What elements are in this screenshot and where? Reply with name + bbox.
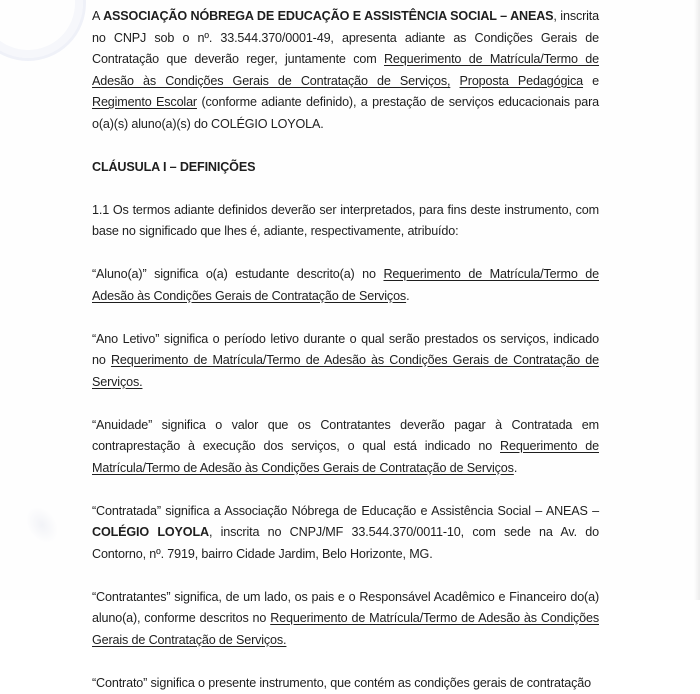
organization-name: ASSOCIAÇÃO NÓBREGA DE EDUCAÇÃO E ASSISTÊNCIA SOCIAL – ANEAS (103, 9, 553, 23)
definition-ano-letivo-text: “Ano Letivo” significa o período letivo durante o qual serão prestados os serviços, indicado no (92, 332, 599, 368)
clause-heading: CLÁUSULA I – DEFINIÇÕES (92, 157, 599, 179)
definition-contrato (92, 673, 599, 694)
ref-requerimento-matricula: Requerimento de Matrícula/Termo de Adesão às Condições Gerais de Contratação de Serviços. (92, 353, 599, 389)
intro-paragraph (92, 6, 599, 135)
intro-text-5: (conforme adiante definido), a prestação de serviços educacionais para o(a)(s) aluno(a)(s) do COLÉGIO LOYOLA. (92, 95, 599, 131)
ref-requerimento-matricula: Requerimento de Matrícula/Termo de Adesão às Condições Gerais de Contratação de Serviços (92, 267, 599, 303)
definition-contratantes (92, 587, 599, 652)
definition-aluno (92, 264, 599, 307)
definition-contratada-text: “Contratada” significa a Associação Nóbrega de Educação e Assistência Social – ANEAS – (92, 504, 599, 518)
seal-watermark-icon (0, 0, 86, 61)
page-edge-shadow (694, 0, 700, 600)
ref-regimento-escolar: Regimento Escolar (92, 95, 197, 109)
definition-contrato-text: “Contrato” significa o presente instrumento, que contém as condições gerais de contratação (92, 676, 591, 690)
document-body (92, 6, 599, 694)
definition-aluno-end: . (406, 289, 409, 303)
scan-smudge (19, 501, 65, 550)
intro-text-3 (450, 74, 459, 88)
ref-requerimento-matricula: Requerimento de Matrícula/Termo de Adesão às Condições Gerais de Contratação de Serviços, (92, 52, 599, 88)
colegio-loyola-name: COLÉGIO LOYOLA (92, 525, 209, 539)
clause-1-1: 1.1 Os termos adiante definidos deverão ser interpretados, para fins deste instrumento, com base no significado que lhes é, adiante, respectivamente, atribuído: (92, 200, 599, 243)
intro-text-1: A (92, 9, 103, 23)
definition-aluno-text: “Aluno(a)” significa o(a) estudante descrito(a) no (92, 267, 383, 281)
intro-text-4: e (583, 74, 599, 88)
definition-contratada (92, 501, 599, 566)
definition-anuidade-text: “Anuidade” significa o valor que os Contratantes deverão pagar à Contratada em contraprestação à execução dos serviços, o qual está indicado no (92, 418, 599, 454)
ref-requerimento-matricula: Requerimento de Matrícula/Termo de Adesão às Condições Gerais de Contratação de Serviços. (92, 611, 599, 647)
ref-proposta-pedagogica: Proposta Pedagógica (460, 74, 583, 88)
definition-ano-letivo (92, 329, 599, 394)
definition-contratantes-text: “Contratantes” significa, de um lado, os pais e o Responsável Acadêmico e Financeiro do(a) aluno(a), conforme descritos no (92, 590, 599, 626)
definition-contratada-end: , inscrita no CNPJ/MF 33.544.370/0011-10, com sede na Av. do Contorno, nº. 7919, bairro Cidade Jardim, Belo Horizonte, MG. (92, 525, 599, 561)
ref-requerimento-matricula: Requerimento de Matrícula/Termo de Adesão às Condições Gerais de Contratação de Serviços (92, 439, 599, 475)
definition-anuidade (92, 415, 599, 480)
definition-anuidade-end: . (514, 461, 517, 475)
intro-text-2: , inscrita no CNPJ sob o nº. 33.544.370/0001-49, apresenta adiante as Condições Gerais de Contratação que deverão reger, juntamente com (92, 9, 599, 66)
